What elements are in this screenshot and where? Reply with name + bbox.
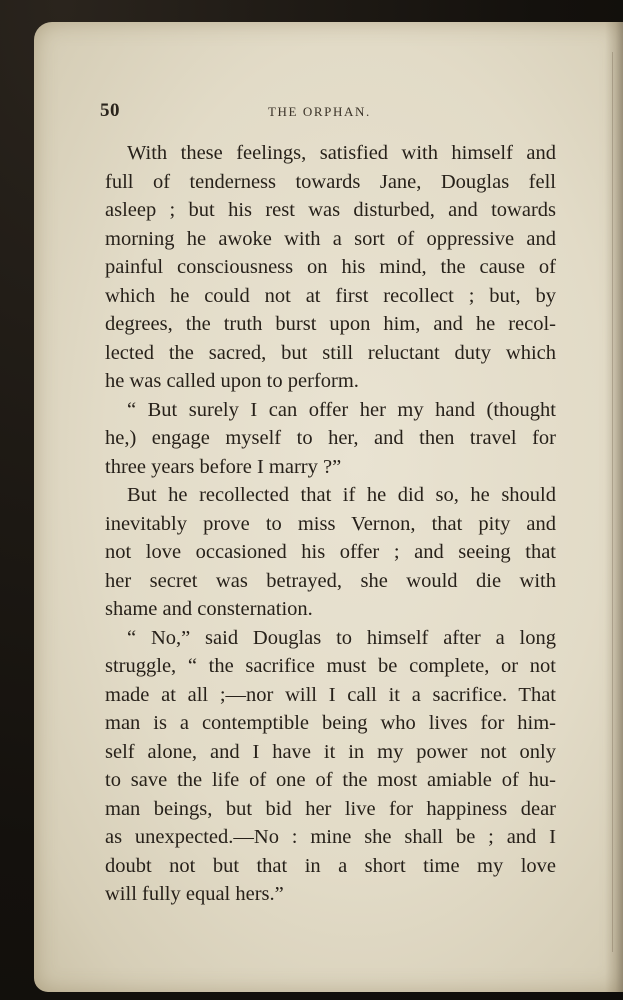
running-title: THE ORPHAN. <box>268 104 371 119</box>
text-line: “ No,” said Douglas to himself after a long <box>127 626 556 649</box>
text-line: he was called upon to perform. <box>105 370 359 392</box>
text-line: inevitably prove to miss Vernon, that pity and <box>105 512 556 535</box>
text-line: made at all ;—nor will I call it a sacrifice. That <box>105 683 556 706</box>
text-line: to save the life of one of the most amiable of hu- <box>105 769 556 791</box>
body-text <box>105 139 556 909</box>
text-line: he,) engage myself to her, and then travel for <box>105 427 556 449</box>
text-line: asleep ; but his rest was disturbed, and towards <box>105 199 556 221</box>
text-line: “ But surely I can offer her my hand (thought <box>127 398 556 421</box>
page-number: 50 <box>100 100 120 121</box>
text-line: which he could not at first recollect ; but, by <box>105 284 556 307</box>
paragraph <box>105 481 556 624</box>
text-line: self alone, and I have it in my power not only <box>105 740 556 763</box>
paragraph <box>105 624 556 909</box>
text-line: struggle, “ the sacrifice must be complete, or not <box>105 655 556 677</box>
text-line: With these feelings, satisfied with himself and <box>127 142 556 164</box>
text-line: doubt not but that in a short time my love <box>105 854 556 877</box>
text-line: full of tenderness towards Jane, Douglas fell <box>105 170 556 193</box>
text-line: morning he awoke with a sort of oppressive and <box>105 227 556 250</box>
text-line: not love occasioned his offer ; and seeing that <box>105 541 556 563</box>
book-page <box>34 22 623 992</box>
text-line: three years before I marry ?” <box>105 455 342 478</box>
running-head <box>34 100 623 120</box>
text-line: man beings, but bid her live for happiness dear <box>105 797 556 820</box>
text-line: degrees, the truth burst upon him, and he recol- <box>105 313 556 335</box>
text-line: man is a contemptible being who lives for him- <box>105 712 556 734</box>
page-fold-line <box>612 52 613 952</box>
paragraph <box>105 396 556 482</box>
text-line: as unexpected.—No : mine she shall be ; and I <box>105 826 556 848</box>
text-line: But he recollected that if he did so, he should <box>127 484 556 506</box>
text-line: shame and consternation. <box>105 598 313 620</box>
paragraph <box>105 139 556 396</box>
text-line: will fully equal hers.” <box>105 883 284 905</box>
page-edge-shadow <box>605 22 623 992</box>
text-line: painful consciousness on his mind, the cause of <box>105 256 556 278</box>
text-line: her secret was betrayed, she would die with <box>105 569 556 592</box>
text-line: lected the sacred, but still reluctant duty which <box>105 341 556 364</box>
